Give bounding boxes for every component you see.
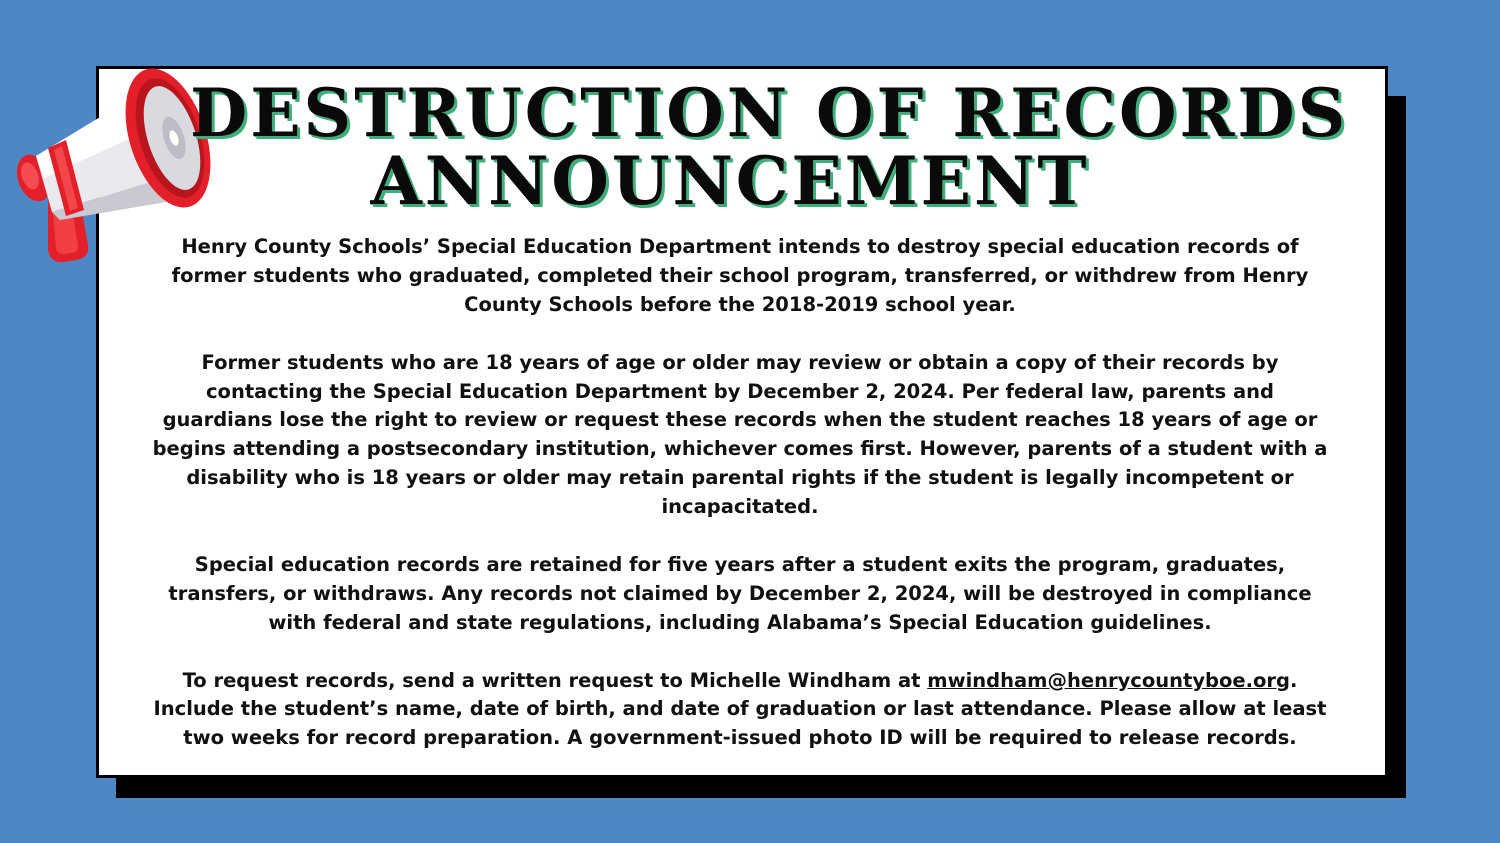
email-link[interactable]: mwindham@henrycountyboe.org [927,668,1290,692]
request-text-before: To request records, send a written request to Michelle Windham at [182,668,928,692]
paragraph-intro: Henry County Schools’ Special Education Department intends to destroy special education records of former students who graduated, completed their school program, transferred, or withdrew from Henry County Schools before the 2018-2019 school year. [171,235,1309,316]
announcement-body [150,233,1330,782]
paragraph-retention: Special education records are retained for five years after a student exits the program, graduates, transfers, or withdraws. Any records not claimed by December 2, 2024, will be destroyed in compliance with federal and state regulations, including Alabama’s Special Education guidelines. [168,552,1312,634]
paragraph-request [150,667,1330,754]
paragraph-review-rights: Former students who are 18 years of age or older may review or obtain a copy of their records by contacting the Special Education Department by December 2, 2024. Per federal law, parents and guardians lose the right to review or request these records when the student reaches 18 years of age or begins attending a postsecondary institution, whichever comes first. However, parents of a student with a disability who is 18 years or older may retain parental rights if the student is legally incompetent or incapacitated. [152,350,1328,519]
announcement-title-line2: ANNOUNCEMENT [370,142,1090,220]
request-text-after: . Include the student’s name, date of birth, and date of graduation or last attendance. Please allow at least two weeks for record preparation. A government-issued photo ID will be required to release records. [153,668,1327,750]
announcement-title-line1: DESTRUCTION OF RECORDS [190,74,1349,152]
